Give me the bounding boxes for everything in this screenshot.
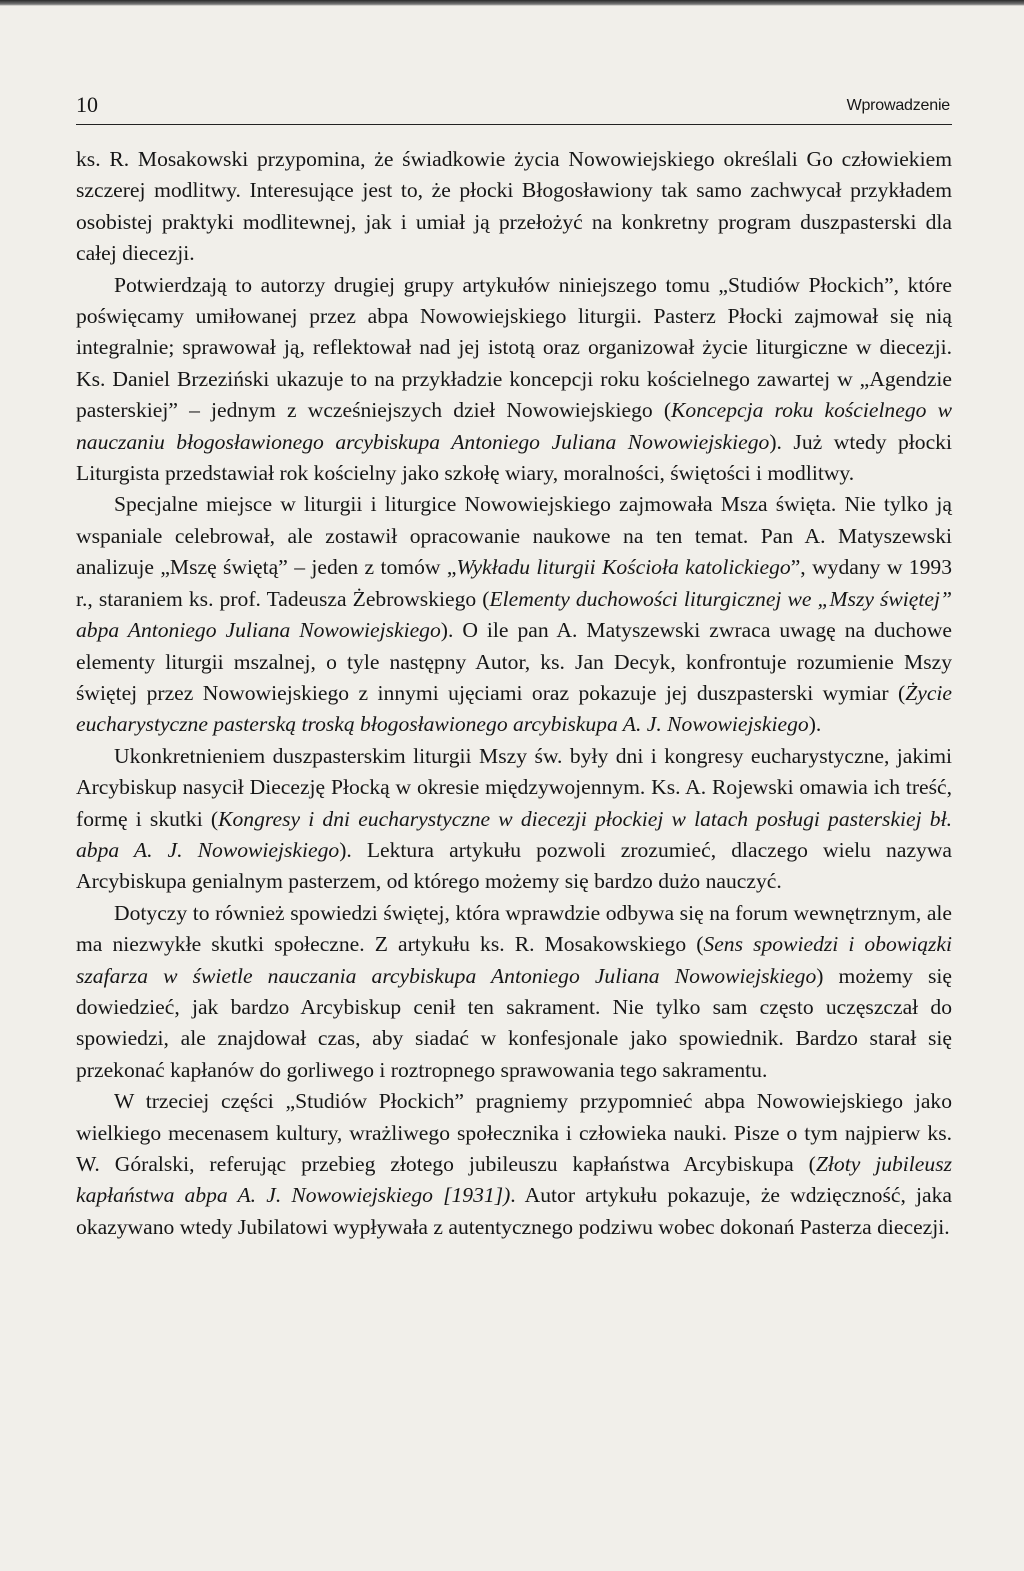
text-run: ) możemy się dowiedzieć, jak bardzo Arcybiskup cenił ten sakrament. Nie tylko sam często uczęszczał do spowiedzi, ale znajdował czas, aby siadać w konfesjonale jako spowiednik. Bardzo starał się przekonać kapłanów do gorliwego i roztropnego sprawowania tego sakramentu.: [76, 963, 952, 1082]
paragraph-4: [76, 741, 952, 898]
text-run: Specjalne miejsce w liturgii i liturgice Nowowiejskiego zajmowała Msza święta. Nie tylko ją wspaniale celebrował, ale zostawił opracowanie naukowe na ten temat. Pan A. Matyszewski analizuje „Mszę świętą” – jeden z tomów „: [76, 492, 952, 580]
text-run: ). O ile pan A. Matyszewski zwraca uwagę na duchowe elementy liturgii mszalnej, o tyle następny Autor, ks. Jan Decyk, konfrontuje rozumienie Mszy świętej przez Nowowiejskiego z innymi ujęciami oraz pokazuje jej duszpasterski wymiar (: [76, 618, 952, 705]
text-run: ”, wydany w 1993 r., staraniem ks. prof. Tadeusza Żebrowskiego (: [76, 555, 952, 611]
text-run: ). Już wtedy płocki Liturgista przedstawiał rok kościelny jako szkołę wiary, moralności, świętości i modlitwy.: [76, 429, 952, 486]
text-run: ). Lektura artykułu pozwoli zrozumieć, dlaczego wielu nazywa Arcybiskupa genialnym pasterzem, od którego możemy się bardzo dużo nauczyć.: [76, 837, 952, 894]
paragraph-2: [76, 270, 952, 490]
text-run: W trzeciej części „Studiów Płockich” pragniemy przypomnieć abpa Nowowiejskiego jako wielkiego mecenasem kultury, wrażliwego społecznika i człowieka nauki. Pisze o tym najpierw ks. W. Góralski, referując przebieg złotego jubileuszu kapłaństwa Arcybiskupa (: [76, 1089, 952, 1176]
italic-title: Koncepcja roku kościelnego w nauczaniu błogosławionego arcybiskupa Antoniego Juliana Nowowiejskiego: [76, 398, 952, 454]
italic-title: Życie eucharystyczne pasterską troską błogosławionego arcybiskupa A. J. Nowowiejskiego: [76, 680, 952, 737]
text-run: Ukonkretnieniem duszpasterskim liturgii Mszy św. były dni i kongresy eucharystyczne, jakimi Arcybiskup nasycił Diecezję Płocką w okresie międzywojennym. Ks. A. Rojewski omawia ich treść, formę i skutki (: [76, 743, 952, 831]
body-text: [76, 144, 952, 1243]
paragraph-3: [76, 489, 952, 740]
scan-top-edge: [0, 0, 1024, 6]
italic-title: Elementy duchowości liturgicznej we „Mszy świętej” abpa Antoniego Juliana Nowowiejskiego: [76, 586, 952, 643]
text-run: Dotyczy to również spowiedzi świętej, która wprawdzie odbywa się na forum wewnętrznym, ale ma niezwykłe skutki społeczne. Z artykułu ks. R. Mosakowskiego (: [76, 900, 952, 957]
italic-title: Kongresy i dni eucharystyczne w diecezji płockiej w latach posługi pasterskiej bł. abpa A. J. Nowowiejskiego: [76, 806, 952, 862]
italic-title: Sens spowiedzi i obowiązki szafarza w świetle nauczania arcybiskupa Antoniego Juliana Nowowiejskiego: [76, 932, 952, 988]
italic-title: Wykładu liturgii Kościoła katolickiego: [456, 555, 791, 580]
italic-title: Złoty jubileusz kapłaństwa abpa A. J. Nowowiejskiego [1931]): [76, 1152, 952, 1208]
text-run: ).: [808, 712, 822, 737]
paragraph-5: [76, 898, 952, 1086]
text-run: . Autor artykułu pokazuje, że wdzięczność, jaka okazywano wtedy Jubilatowi wypływała z autentycznego podziwu wobec dokonań Pasterza diecezji.: [76, 1183, 952, 1239]
running-head: Wprowadzenie: [846, 97, 950, 114]
page-number: 10: [76, 92, 98, 117]
paragraph-6: [76, 1086, 952, 1243]
page-header: [76, 92, 952, 125]
text-run: ks. R. Mosakowski przypomina, że świadkowie życia Nowowiejskiego określali Go człowiekiem szczerej modlitwy. Interesujące jest to, że płocki Błogosławiony tak samo zachwycał przykładem osobistej praktyki modlitewnej, jak i umiał ją przełożyć na konkretny program duszpasterski dla całej diecezji.: [76, 147, 952, 266]
text-run: Potwierdzają to autorzy drugiej grupy artykułów niniejszego tomu „Studiów Płockich”, które poświęcamy umiłowanej przez abpa Nowowiejskiego liturgii. Pasterz Płocki zajmował się nią integralnie; sprawował ją, reflektował nad jej istotą oraz organizował życie liturgiczne w diecezji. Ks. Daniel Brzeziński ukazuje to na przykładzie koncepcji roku kościelnego zawartej w „Agendzie pasterskiej” – jednym z wcześniejszych dzieł Nowowiejskiego (: [76, 272, 952, 423]
paragraph-1: [76, 144, 952, 270]
